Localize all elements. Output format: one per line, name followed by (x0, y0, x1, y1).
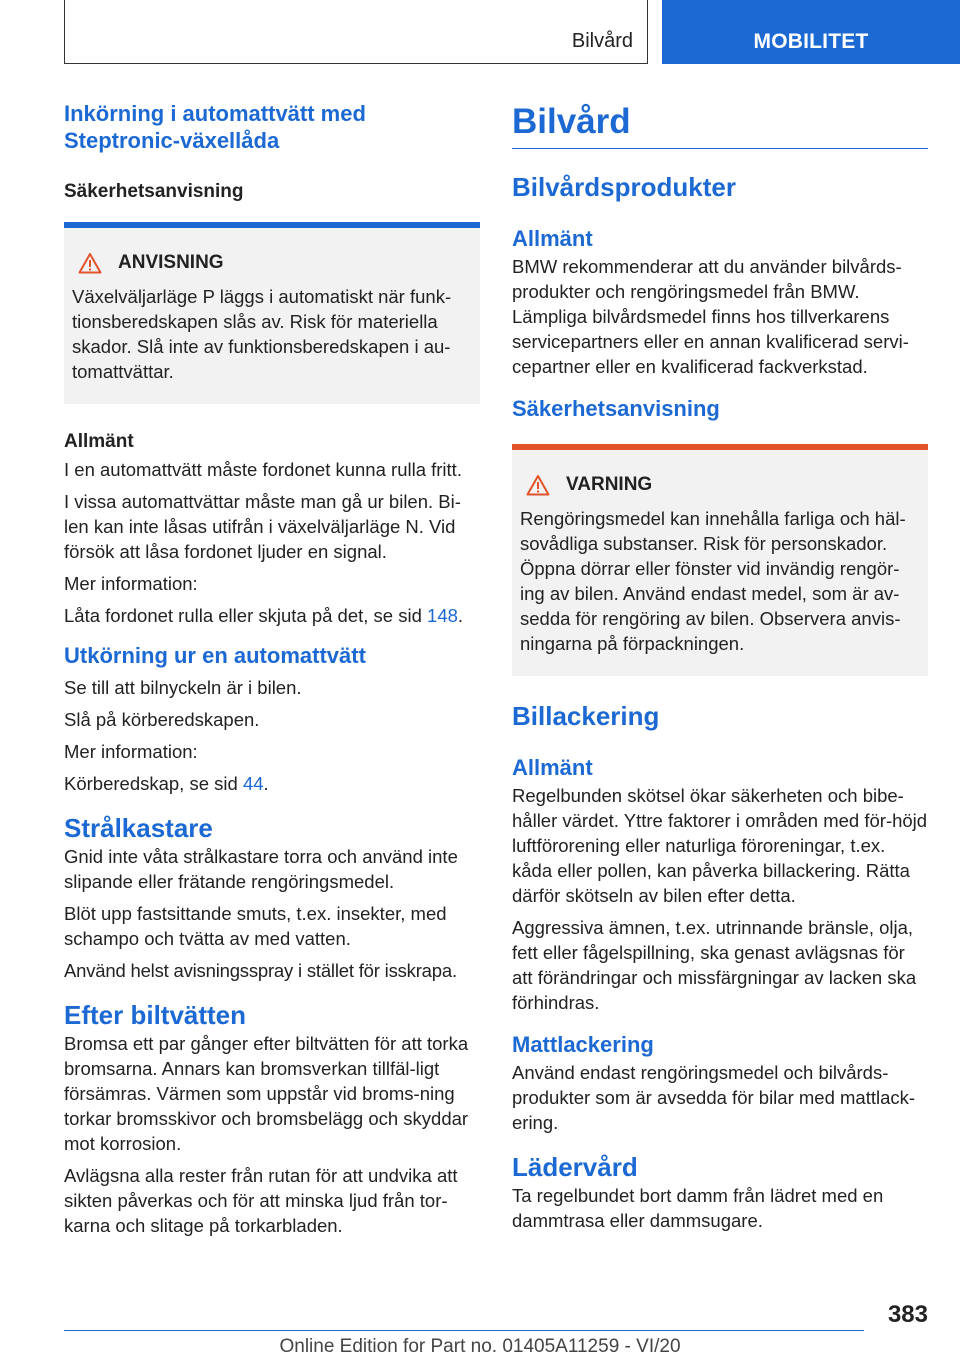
paragraph: Blöt upp fastsittande smuts, t.ex. insekter, med schampo och tvätta av med vatten. (64, 903, 447, 949)
paragraph: Aggressiva ämnen, t.ex. utrinnande bränsle, olja, fett eller fågelspillning, ska genast avlägsnas för att förändringar och missfärgningar av lacken ska förhindras. (512, 917, 917, 1013)
more-info-label: Mer information: (64, 573, 198, 594)
paragraph: I vissa automattvättar måste man gå ur bilen. Bi-len kan inte låsas utifrån i växelväljarläge N. Vid försök att låsa fordonet ljuder en signal. (64, 491, 461, 562)
paragraph: Slå på körberedskapen. (64, 709, 260, 730)
reference-end: . (457, 605, 464, 626)
chapter-title: Bilvård (512, 100, 928, 149)
section-title-steptronic: Inkörning i automattvätt med Steptronic-växellåda (64, 101, 366, 153)
paragraph: Se till att bilnyckeln är i bilen. (64, 677, 302, 698)
header-chapter-tab: MOBILITET (662, 0, 960, 64)
section-title-exit-carwash: Utkörning ur en automattvätt (64, 643, 366, 668)
safety-heading: Säkerhetsanvisning (64, 181, 244, 202)
general-heading: Allmänt (64, 431, 134, 452)
section-title-headlights: Strålkastare (64, 813, 213, 843)
warning-title: VARNING (566, 474, 653, 495)
paragraph: Använd helst avisningsspray i stället för isskrapa. (64, 960, 457, 981)
section-title-products: Bilvårdsprodukter (512, 172, 736, 202)
reference-text: Körberedskap, se sid (64, 773, 243, 794)
section-title-paint: Billackering (512, 701, 660, 731)
section-title-after-wash: Efter biltvätten (64, 1000, 247, 1030)
footer-divider (64, 1330, 864, 1331)
footer-edition: Online Edition for Part no. 01405A11259 - VI/20 (279, 1336, 681, 1357)
paragraph: Ta regelbundet bort damm från lädret med en dammtrasa eller dammsugare. (512, 1185, 884, 1231)
paragraph: Bromsa ett par gånger efter biltvätten för att torka bromsarna. Annars kan bromsverkan tillfäl-ligt försämras. Värmen som uppstår vid broms-ning torkar bromsskivor och bromsbelägg och skyddar mot korrosion. (64, 1033, 469, 1154)
warning-box (512, 444, 928, 676)
subsection-title-safety: Säkerhetsanvisning (512, 396, 720, 421)
subsection-title-general: Allmänt (512, 226, 593, 251)
left-column (64, 100, 480, 1245)
warning-triangle-icon (526, 474, 550, 496)
warning-text: Rengöringsmedel kan innehålla farliga och häl-sovådliga substanser. Risk för personskador. Öppna dörrar eller fönster vid invändig rengör-ing av bilen. Använd endast medel, som är av-sedda för rengöring av bilen. Observera anvis-ningarna på förpackningen. (520, 508, 906, 654)
more-info-label: Mer information: (64, 741, 198, 762)
cross-reference (64, 771, 480, 796)
right-column (512, 100, 928, 1240)
notice-title: ANVISNING (118, 252, 224, 273)
page-link[interactable]: 44 (242, 773, 264, 794)
notice-text: Växelväljarläge P läggs i automatiskt när funk-tionsberedskapen slås av. Risk för materiella skador. Slå inte av funktionsberedskapen i au-tomattvättar. (72, 286, 452, 382)
paragraph: Regelbunden skötsel ökar säkerheten och bibe-håller värdet. Yttre faktorer i områden med för-höjd luftförorening eller naturliga föroreningar, t.ex. kåda eller pollen, kan påverka billackering. Rätta därför skötseln av bilen efter detta. (512, 785, 928, 906)
page-link[interactable]: 148 (427, 605, 458, 626)
header-section-box (64, 0, 648, 64)
reference-text: Låta fordonet rulla eller skjuta på det, se sid (64, 605, 428, 626)
warning-triangle-icon (78, 252, 102, 274)
paragraph: BMW rekommenderar att du använder bilvårds-produkter och rengöringsmedel från BMW. Lämpliga bilvårdsmedel finns hos tillverkarens servicepartners eller en annan kvalificerad servi-cepartner eller en kvalificerad fackverkstad. (512, 256, 909, 377)
notice-box (64, 222, 480, 404)
paragraph: Gnid inte våta strålkastare torra och använd inte slipande eller frätande rengöringsmedel. (64, 846, 458, 892)
cross-reference (64, 603, 480, 628)
subsection-title-matte: Mattlackering (512, 1032, 654, 1057)
paragraph: Avlägsna alla rester från rutan för att undvika att sikten påverkas och för att minska ljud från tor-karna och slitage på torkarbladen. (64, 1165, 458, 1236)
page-number: 383 (887, 1301, 928, 1328)
subsection-title-paint-general: Allmänt (512, 755, 593, 780)
reference-end: . (263, 773, 269, 794)
paragraph: Använd endast rengöringsmedel och bilvårds-produkter som är avsedda för bilar med mattlack-ering. (512, 1062, 916, 1133)
header-section-title: Bilvård (571, 30, 633, 52)
paragraph: I en automattvätt måste fordonet kunna rulla fritt. (64, 459, 462, 480)
section-title-leather: Lädervård (512, 1152, 638, 1182)
